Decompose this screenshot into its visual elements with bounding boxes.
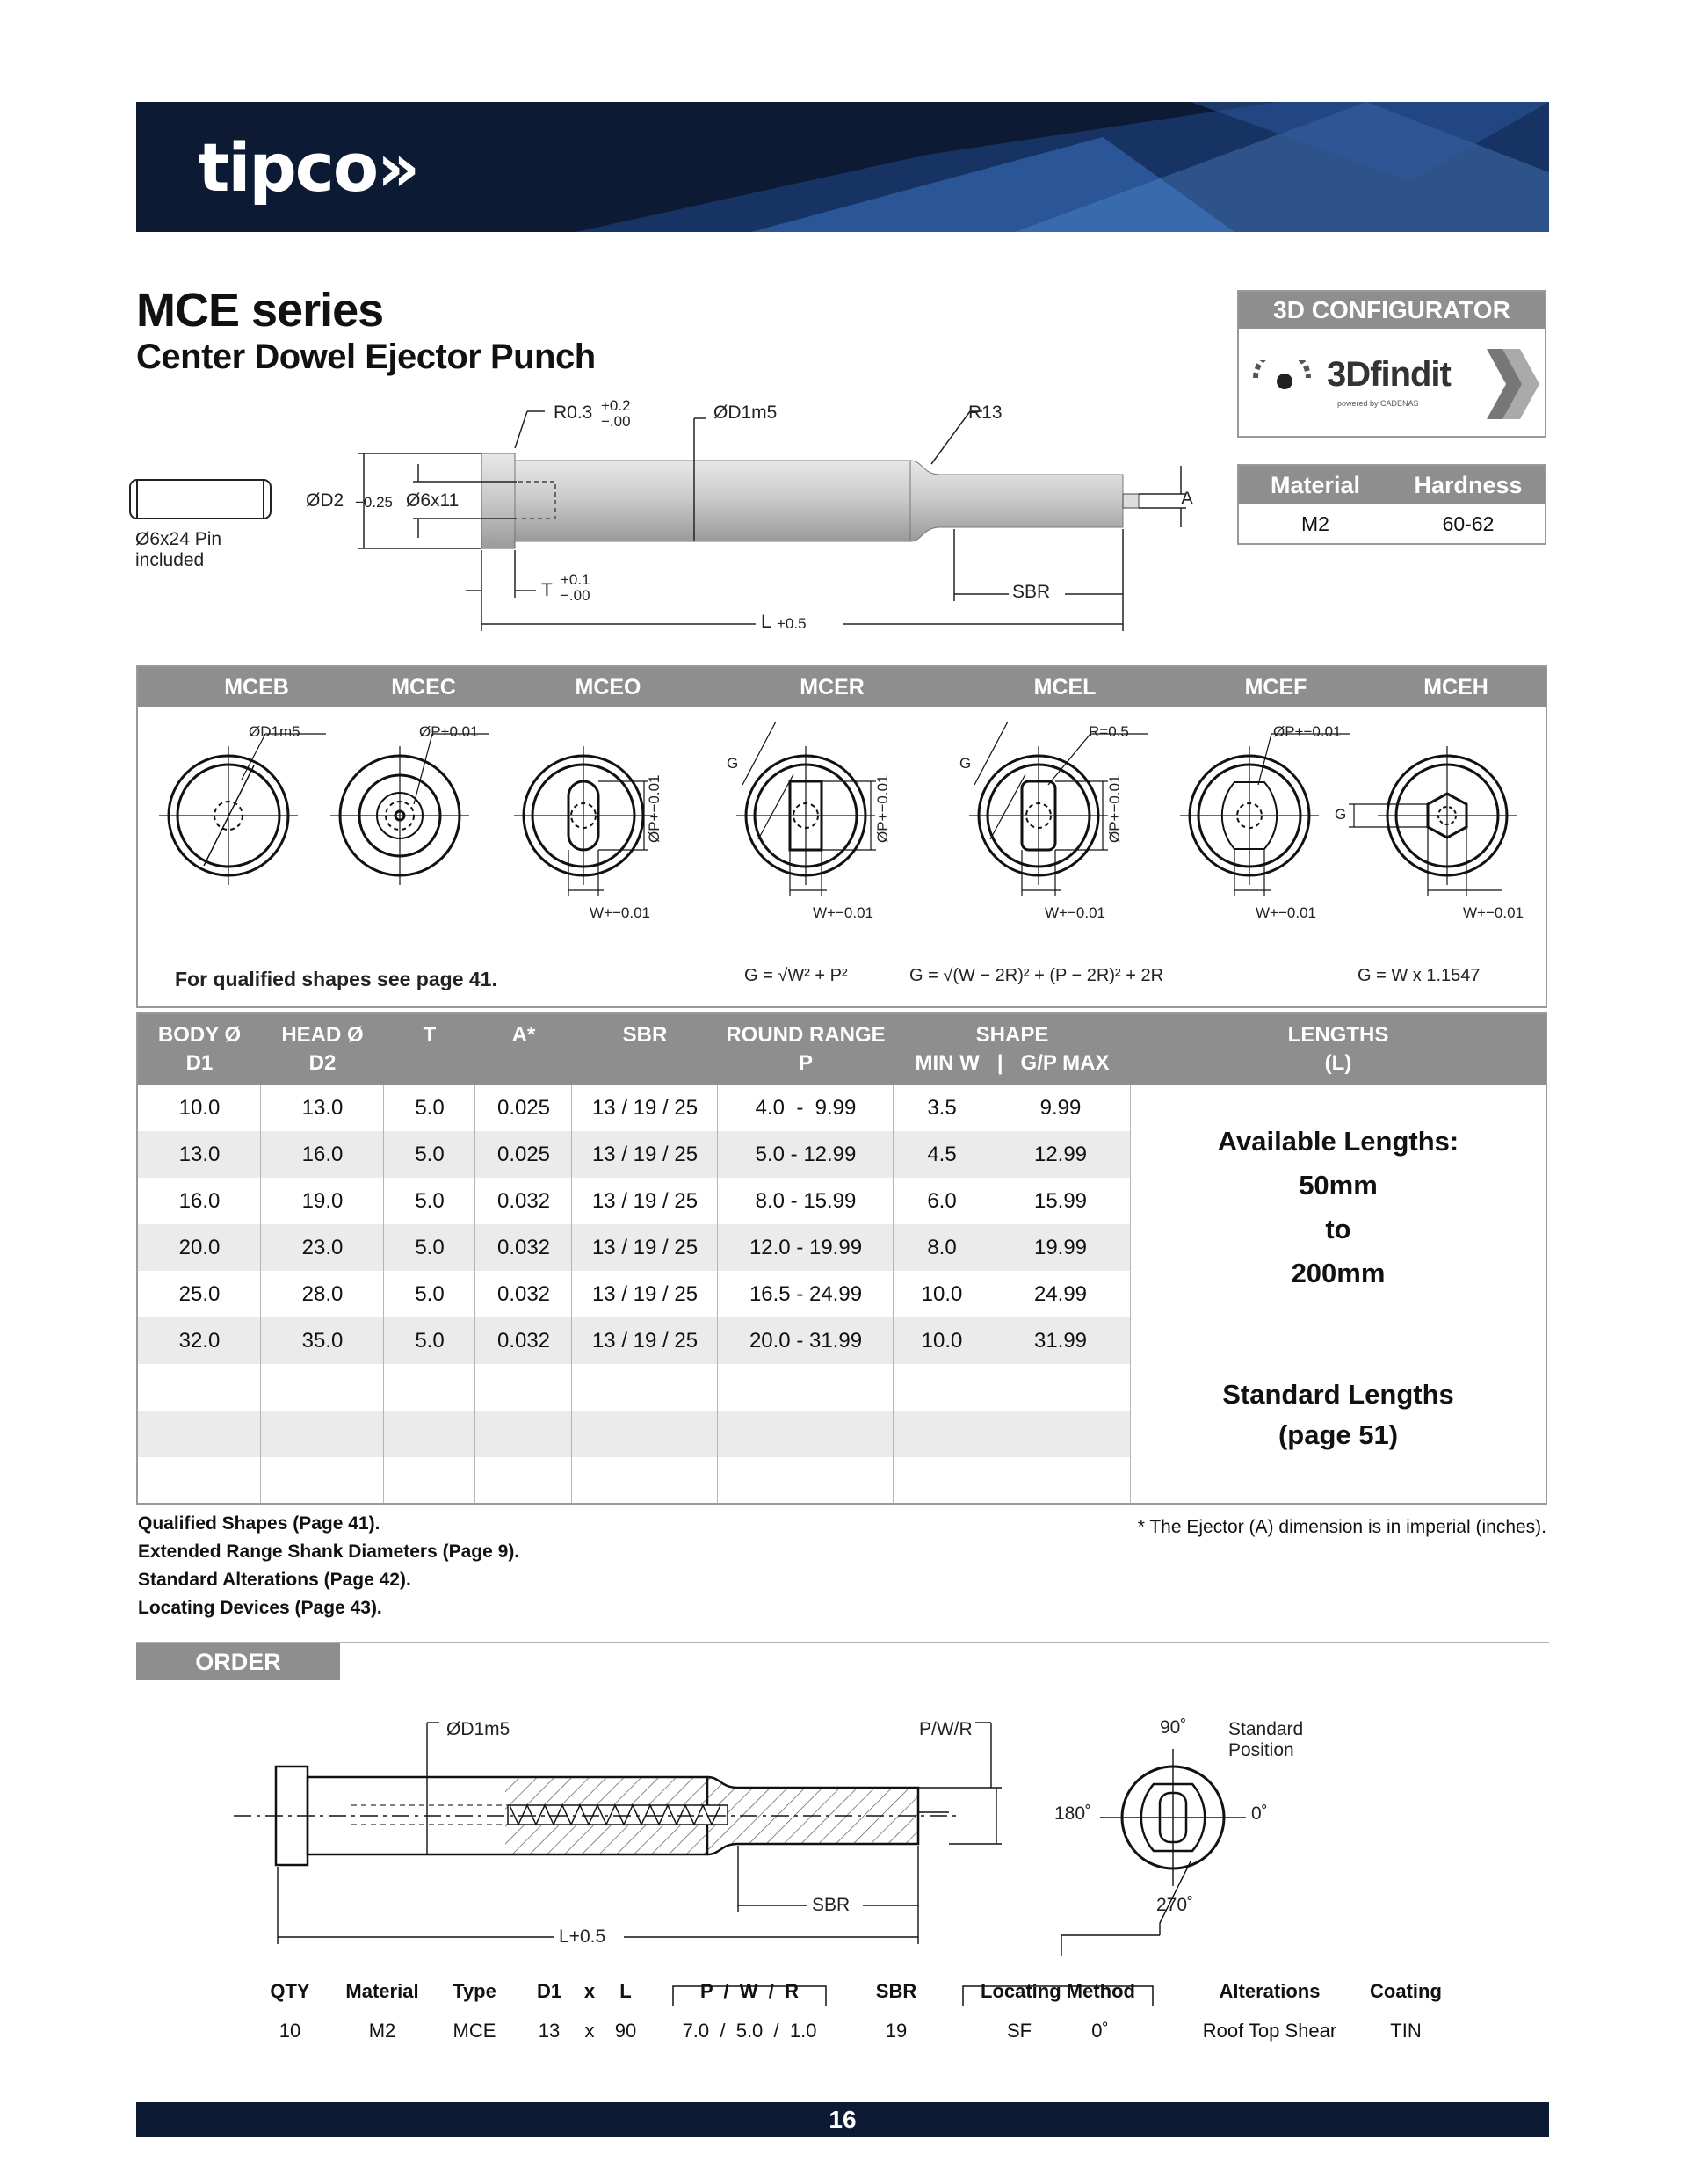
table-cell: 16.5 - 24.99 <box>749 1282 863 1306</box>
table-cell: 20.0 - 31.99 <box>749 1329 863 1353</box>
order-h-l: L <box>619 1980 632 2002</box>
table-cell: 6.0 <box>927 1189 957 1213</box>
table-row <box>138 1457 1131 1504</box>
shape-w-mcer: W+−0.01 <box>813 904 873 921</box>
d1-label: ØD1m5 <box>713 403 778 423</box>
th-sbr: SBR <box>622 1023 668 1047</box>
angle-0: 0˚ <box>1251 1803 1268 1824</box>
order-h-type: Type <box>453 1980 496 2002</box>
order-v-x: x <box>584 2020 595 2042</box>
pin-label: Ø6x24 Pin <box>135 529 222 549</box>
order-v-alterations: Roof Top Shear <box>1202 2020 1337 2042</box>
r13-label: R13 <box>968 403 1003 423</box>
order-v-locating-angle: 0˚ <box>1091 2020 1109 2042</box>
material-box <box>1237 464 1546 545</box>
shape-g-mcer: G <box>727 755 739 772</box>
order-pwr-label: P/W/R <box>919 1719 973 1739</box>
material-value: M2 <box>1301 512 1329 535</box>
order-example-drawing <box>0 1705 1318 1969</box>
table-cell: 8.0 - 15.99 <box>755 1189 857 1213</box>
table-row <box>138 1178 1131 1224</box>
table-cell: 5.0 <box>415 1189 445 1213</box>
shape-header-mcer: MCER <box>800 675 865 700</box>
d2-label: ØD2 <box>306 490 344 511</box>
order-v-material: M2 <box>368 2020 396 2042</box>
table-cell: 24.99 <box>1033 1282 1088 1306</box>
table-row <box>138 1131 1131 1178</box>
table-row <box>138 1085 1131 1131</box>
note-alterations: Standard Alterations (Page 42). <box>138 1570 411 1590</box>
shape-label-d1m5: ØD1m5 <box>249 723 300 740</box>
table-cell: 13.0 <box>301 1096 344 1120</box>
order-h-alterations: Alterations <box>1219 1980 1321 2002</box>
shape-w-mceo: W+−0.01 <box>590 904 650 921</box>
table-cell: 13 / 19 / 25 <box>591 1143 699 1166</box>
table-cell: 20.0 <box>178 1236 221 1259</box>
table-cell: 13 / 19 / 25 <box>591 1282 699 1306</box>
findit-logo-text: 3Dfindit <box>1327 355 1451 394</box>
ejector-footnote: * The Ejector (A) dimension is in imperial (inches). <box>1137 1517 1546 1537</box>
shape-w-mcel: W+−0.01 <box>1045 904 1105 921</box>
table-cell: 13 / 19 / 25 <box>591 1329 699 1353</box>
shape-w-mceh: W+−0.01 <box>1463 904 1524 921</box>
table-cell: 5.0 <box>415 1329 445 1353</box>
sbr-label: SBR <box>1012 582 1051 602</box>
available-lengths: Available Lengths: 50mm to 200mm <box>1217 1126 1459 1288</box>
order-v-pwr: 7.0 / 5.0 / 1.0 <box>682 2020 817 2042</box>
header-banner <box>136 102 1549 232</box>
shape-label-p001: ØP+0.01 <box>419 723 479 740</box>
table-row <box>138 1317 1131 1364</box>
table-cell: 5.0 - 12.99 <box>755 1143 857 1166</box>
table-cell: 0.032 <box>496 1329 551 1353</box>
table-row <box>138 1224 1131 1271</box>
shape-p-mcel: ØP+−0.01 <box>1106 774 1123 843</box>
t-label: T <box>541 580 553 600</box>
shape-label-p-mcef: ØP+−0.01 <box>1273 723 1342 740</box>
dimension-table <box>136 1012 1547 1505</box>
shape-header-mceh: MCEH <box>1423 675 1488 700</box>
l-label: L <box>761 612 771 632</box>
order-sbr-label: SBR <box>812 1895 851 1915</box>
order-v-locating-method: SF <box>1006 2020 1032 2042</box>
formula-mceh: G = W x 1.1547 <box>1358 966 1481 985</box>
order-h-locating: Locating Method <box>981 1980 1135 2002</box>
angle-180: 180˚ <box>1054 1803 1092 1824</box>
th-lengths: LENGTHS (L) <box>1287 1023 1389 1075</box>
shape-header-mcec: MCEC <box>391 675 456 700</box>
standard-lengths: Standard Lengths (page 51) <box>1222 1379 1454 1450</box>
shape-header-mcel: MCEL <box>1033 675 1097 700</box>
shape-label-r05: R=0.5 <box>1089 723 1129 740</box>
order-l-label: L+0.5 <box>559 1926 606 1947</box>
table-cell: 13.0 <box>178 1143 221 1166</box>
th-t: T <box>423 1023 437 1047</box>
standard-position-2: Position <box>1228 1740 1294 1760</box>
qualified-shapes-note: For qualified shapes see page 41. <box>175 968 497 990</box>
shape-p-mceo: ØP+−0.01 <box>646 774 662 843</box>
chevron-arrows-icon <box>1487 345 1539 424</box>
order-v-sbr: 19 <box>885 2020 908 2042</box>
standard-position-1: Standard <box>1228 1719 1304 1739</box>
order-v-d1: 13 <box>538 2020 561 2042</box>
d6x11-label: Ø6x11 <box>406 490 460 511</box>
hardness-value: 60-62 <box>1442 512 1495 535</box>
order-h-d1: D1 <box>536 1980 562 2002</box>
shape-p-mcer: ØP+−0.01 <box>874 774 891 843</box>
section-divider <box>136 1642 1549 1643</box>
table-cell: 28.0 <box>301 1282 344 1306</box>
table-cell: 5.0 <box>415 1096 445 1120</box>
table-cell: 19.0 <box>301 1189 344 1213</box>
table-cell: 19.99 <box>1033 1236 1088 1259</box>
order-v-l: 90 <box>614 2020 637 2042</box>
shape-header-mceo: MCEO <box>575 675 641 700</box>
table-cell: 0.032 <box>496 1189 551 1213</box>
table-cell: 12.0 - 19.99 <box>749 1236 863 1259</box>
shape-g-mceh: G <box>1335 806 1347 823</box>
table-cell: 3.5 <box>927 1096 957 1120</box>
table-cell: 10.0 <box>921 1282 963 1306</box>
powered-by-text: powered by CADENAS <box>1337 399 1419 408</box>
table-row <box>138 1271 1131 1317</box>
table-cell: 5.0 <box>415 1282 445 1306</box>
order-h-sbr: SBR <box>875 1980 917 2002</box>
configurator-heading: 3D CONFIGURATOR <box>1239 292 1545 329</box>
findit-gauge-icon <box>1251 360 1321 395</box>
order-v-coating: TIN <box>1390 2020 1422 2042</box>
table-cell: 9.99 <box>1039 1096 1082 1120</box>
shape-header-mceb: MCEB <box>224 675 289 700</box>
table-row <box>138 1411 1131 1457</box>
table-cell: 5.0 <box>415 1143 445 1166</box>
note-qualified: Qualified Shapes (Page 41). <box>138 1513 380 1534</box>
pin-included: included <box>135 550 205 570</box>
order-v-type: MCE <box>453 2020 496 2042</box>
table-cell: 25.0 <box>178 1282 221 1306</box>
table-cell: 32.0 <box>178 1329 221 1353</box>
th-shape: SHAPE MIN W | G/P MAX <box>915 1023 1110 1075</box>
table-cell: 31.99 <box>1033 1329 1088 1353</box>
r03-tol-up: +0.2 <box>601 397 631 414</box>
angle-270: 270˚ <box>1156 1895 1194 1915</box>
shape-g-mcel: G <box>959 755 972 772</box>
tipco-logo: tipco» <box>198 128 419 207</box>
formula-mcel: G = √(W − 2R)² + (P − 2R)² + 2R <box>909 966 1164 985</box>
order-h-qty: QTY <box>270 1980 310 2002</box>
table-cell: 35.0 <box>301 1329 344 1353</box>
a-label: A <box>1181 489 1194 509</box>
page-title: MCE series <box>136 284 384 337</box>
table-cell: 13 / 19 / 25 <box>591 1189 699 1213</box>
t-tol-dn: −.00 <box>561 587 590 604</box>
table-cell: 4.0 - 9.99 <box>755 1096 857 1120</box>
r03-label: R0.3 <box>554 403 593 423</box>
table-cell: 0.032 <box>496 1282 551 1306</box>
t-tol-up: +0.1 <box>561 571 590 588</box>
table-cell: 23.0 <box>301 1236 344 1259</box>
table-cell: 16.0 <box>301 1143 344 1166</box>
table-cell: 0.025 <box>496 1143 551 1166</box>
table-cell: 12.99 <box>1033 1143 1088 1166</box>
d2-tol: −0.25 <box>355 494 394 511</box>
th-round: ROUND RANGE P <box>726 1023 886 1075</box>
order-v-qty: 10 <box>279 2020 301 2042</box>
shape-header-mcef: MCEF <box>1244 675 1307 700</box>
table-cell: 0.025 <box>496 1096 551 1120</box>
th-body: BODY Ø D1 <box>157 1023 242 1075</box>
note-locating: Locating Devices (Page 43). <box>138 1598 382 1618</box>
table-cell: 10.0 <box>921 1329 963 1353</box>
table-cell: 16.0 <box>178 1189 221 1213</box>
th-a: A* <box>511 1023 536 1047</box>
formula-mcer: G = √W² + P² <box>744 966 848 985</box>
table-cell: 8.0 <box>927 1236 957 1259</box>
hardness-header: Hardness <box>1414 472 1523 498</box>
table-cell: 15.99 <box>1033 1189 1088 1213</box>
shape-w-mcef: W+−0.01 <box>1256 904 1316 921</box>
shapes-section <box>136 665 1547 1008</box>
angle-90: 90˚ <box>1160 1717 1187 1738</box>
configurator-box[interactable] <box>1237 290 1546 438</box>
order-h-pwr: P / W / R <box>699 1980 800 2002</box>
order-h-x: x <box>583 1980 596 2002</box>
table-cell: 13 / 19 / 25 <box>591 1236 699 1259</box>
table-cell: 4.5 <box>927 1143 957 1166</box>
order-d1-label: ØD1m5 <box>446 1719 510 1739</box>
r03-tol-dn: −.00 <box>601 413 631 430</box>
material-header: Material <box>1270 472 1361 498</box>
note-extended: Extended Range Shank Diameters (Page 9). <box>138 1542 520 1562</box>
order-example-tag: ORDER EXAMPLE <box>136 1643 340 1680</box>
table-cell: 10.0 <box>178 1096 221 1120</box>
order-h-coating: Coating <box>1370 1980 1442 2002</box>
th-head: HEAD Ø D2 <box>281 1023 364 1075</box>
page-subtitle: Center Dowel Ejector Punch <box>136 337 596 376</box>
order-h-material: Material <box>345 1980 419 2002</box>
table-row <box>138 1364 1131 1411</box>
table-cell: 0.032 <box>496 1236 551 1259</box>
table-cell: 5.0 <box>415 1236 445 1259</box>
page-number: 16 <box>136 2102 1549 2137</box>
l-tol: +0.5 <box>777 615 807 632</box>
table-cell: 13 / 19 / 25 <box>591 1096 699 1120</box>
